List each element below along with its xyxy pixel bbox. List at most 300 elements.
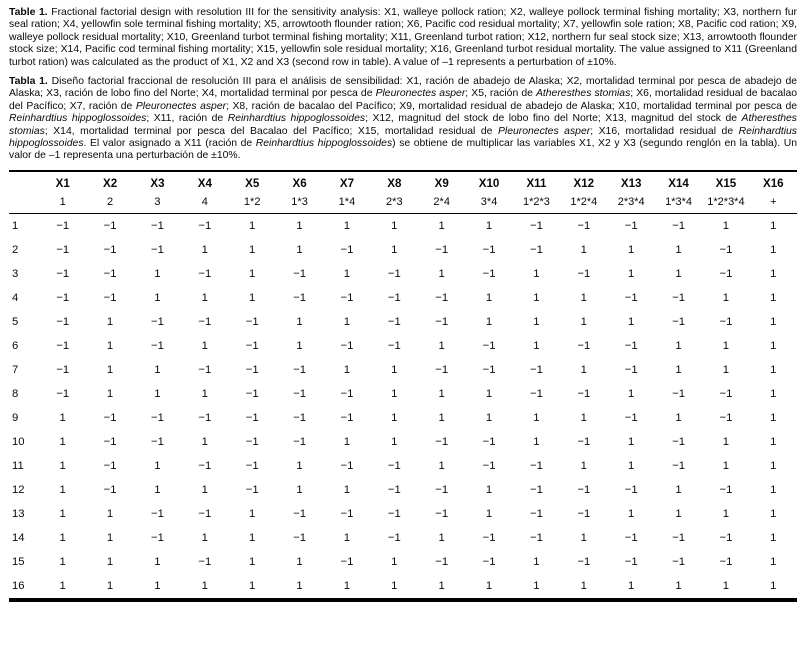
design-value: 1: [59, 531, 66, 544]
design-value: −1: [198, 411, 212, 424]
design-value: 1: [59, 579, 66, 592]
design-value: −1: [340, 339, 354, 352]
design-value: 1: [106, 555, 114, 568]
variable-header-x6: X6: [292, 176, 307, 190]
generator-header-x11: 1*2*3: [522, 195, 550, 208]
generator-header-x3: 3: [154, 195, 161, 208]
design-value: −1: [340, 291, 354, 304]
design-row-16: [9, 574, 797, 600]
design-value: 1: [106, 339, 114, 352]
design-value: −1: [103, 483, 117, 496]
design-value: −1: [56, 387, 70, 400]
design-value: −1: [672, 531, 685, 544]
design-value: 1: [722, 507, 730, 520]
design-value: 1: [533, 555, 540, 568]
variable-header-x13: X13: [620, 176, 642, 190]
run-number: 1: [12, 219, 19, 232]
design-value: 1: [201, 579, 208, 592]
design-value: −1: [293, 291, 306, 304]
design-value: 1: [201, 243, 208, 256]
generator-header-x5: 1*2: [243, 195, 261, 208]
generator-header-x10: 3*4: [480, 195, 498, 208]
variable-header-x4: X4: [197, 176, 212, 190]
design-value: −1: [340, 459, 354, 472]
caption-spanish-text: [9, 76, 797, 161]
species-name: Pleuronectes asper: [135, 100, 227, 112]
design-value: 1: [249, 291, 256, 304]
design-value: 1: [296, 459, 303, 472]
design-value: 1: [628, 435, 635, 448]
design-value: −1: [198, 267, 212, 280]
design-value: 1: [438, 459, 445, 472]
design-value: −1: [672, 435, 685, 448]
design-value: 1: [438, 219, 445, 232]
design-value: 1: [249, 555, 256, 568]
design-value: −1: [624, 555, 638, 568]
design-value: −1: [103, 267, 117, 280]
design-value: 1: [770, 435, 777, 448]
design-value: 1: [59, 507, 66, 520]
design-value: −1: [577, 507, 591, 520]
design-value: 1: [770, 267, 777, 280]
design-row-3: [9, 262, 797, 286]
caption-english-label: Table 1.: [9, 7, 48, 18]
design-value: 1: [201, 291, 208, 304]
design-value: −1: [435, 315, 449, 328]
design-value: 1: [201, 483, 208, 496]
run-number: 6: [12, 339, 19, 352]
variable-header-x1: X1: [55, 176, 70, 190]
design-value: 1: [438, 531, 445, 544]
design-value: −1: [293, 267, 306, 280]
design-value: 1: [485, 579, 493, 592]
generator-header-row: [9, 193, 797, 214]
design-value: −1: [529, 483, 543, 496]
design-value: 1: [249, 243, 256, 256]
design-value: −1: [245, 483, 259, 496]
design-value: −1: [672, 555, 685, 568]
design-value: −1: [624, 363, 638, 376]
design-value: 1: [106, 579, 114, 592]
design-value: 1: [722, 459, 730, 472]
caption-segment: Fractional factorial design with resolution III for the sensitivity analysis: X1, walleye pollock ration; X2, walleye pollock terminal fishing mortality; X3, northern fur seal ration; X4, yellowfin sole terminal fishing mortality; X5, arrowtooth flounder ration; X6, Pacific cod residual mortality; X7, yellowfin sole ration; X8, Pacific cod ration; X9, walleye pollock residual mortality; X10, Greenland turbot terminal fishing mortality; X11, Greenland turbot ration; X12, northern fur seal stock size; X13, arrowtooth flounder stock size; X14, Pacific cod terminal fishing mortality; X15, yellowfin sole residual mortality; X16, Greenland turbot residual mortality. The value assigned to X11 (Greenland turbot ration) was calculated as the product of X1, X2 and X3 (second row in table). A value of –1 represents a perturbation of ±10%.: [9, 7, 798, 68]
caption-segment: ; X12, magnitud del stock de lobo fino del Norte; X13, magnitud del stock de: [365, 113, 742, 125]
design-value: −1: [293, 387, 306, 400]
design-value: −1: [56, 291, 70, 304]
design-value: 1: [59, 555, 66, 568]
design-value: −1: [529, 363, 543, 376]
design-value: 1: [722, 219, 730, 232]
design-value: 1: [722, 435, 730, 448]
design-value: −1: [150, 507, 164, 520]
design-value: −1: [719, 315, 733, 328]
caption-segment: ; X6, mortalidad residual de bacalao del Pacífico; X7, ración de: [9, 88, 798, 112]
design-value: 1: [770, 531, 777, 544]
design-value: 1: [249, 267, 256, 280]
generator-header-x8: 2*3: [386, 195, 403, 208]
caption-english-text: [9, 7, 797, 68]
design-value: 1: [106, 387, 114, 400]
design-value: −1: [293, 363, 306, 376]
design-value: 1: [391, 579, 398, 592]
design-value: −1: [103, 219, 117, 232]
design-value: −1: [577, 435, 591, 448]
design-value: −1: [577, 339, 591, 352]
design-value: 1: [533, 291, 540, 304]
design-value: 1: [580, 531, 587, 544]
design-row-7: [9, 358, 797, 382]
design-value: 1: [201, 387, 208, 400]
design-value: 1: [438, 579, 445, 592]
design-value: 1: [59, 411, 66, 424]
design-value: 1: [296, 339, 303, 352]
design-value: 1: [391, 243, 398, 256]
design-value: 1: [249, 531, 256, 544]
design-value: −1: [198, 219, 212, 232]
design-value: 1: [343, 315, 351, 328]
design-value: 1: [106, 363, 114, 376]
design-value: 1: [485, 507, 493, 520]
generator-header-x9: 2*4: [433, 195, 450, 208]
design-value: −1: [198, 459, 212, 472]
design-value: −1: [624, 291, 638, 304]
design-value: −1: [293, 507, 306, 520]
design-value: 1: [770, 387, 777, 400]
design-value: 1: [580, 315, 587, 328]
design-value: 1: [343, 267, 351, 280]
caption-segment: ; X14, mortalidad terminal por pesca del Bacalao del Pacífico; X15, mortalidad residual de: [44, 125, 498, 137]
design-value: 1: [770, 459, 777, 472]
run-number: 15: [12, 555, 25, 568]
design-value: −1: [529, 243, 543, 256]
design-value: 1: [249, 219, 256, 232]
design-value: −1: [340, 387, 354, 400]
design-value: 1: [438, 267, 445, 280]
design-value: 1: [770, 555, 777, 568]
design-value: 1: [675, 483, 682, 496]
caption-segment: Diseño factorial fraccional de resolución III para el análisis de sensibilidad: X1, ración de abadejo de Alaska; X2, mortalidad terminal por pesca de abadejo de Alaska; X3, ración de lobo fino del Norte; X4, mortalidad terminal por pesca de: [9, 76, 797, 100]
design-row-4: [9, 286, 797, 310]
design-value: 1: [675, 243, 682, 256]
design-value: 1: [154, 291, 161, 304]
caption-spanish: [9, 76, 797, 163]
design-value: 1: [770, 291, 777, 304]
variable-header-x10: X10: [478, 176, 500, 190]
design-value: −1: [624, 339, 638, 352]
run-number: 9: [12, 411, 19, 424]
design-value: −1: [387, 531, 401, 544]
design-value: 1: [438, 339, 445, 352]
design-value: 1: [770, 579, 777, 592]
generator-header-x14: 1*3*4: [665, 195, 693, 208]
design-value: −1: [624, 483, 638, 496]
design-value: 1: [675, 267, 682, 280]
design-value: −1: [624, 531, 638, 544]
design-value: −1: [577, 483, 591, 496]
design-value: −1: [340, 555, 354, 568]
variable-header-x7: X7: [339, 176, 355, 190]
design-value: −1: [245, 387, 259, 400]
design-value: −1: [387, 339, 401, 352]
variable-header-x12: X12: [573, 176, 595, 190]
design-value: −1: [340, 243, 354, 256]
design-value: −1: [245, 459, 259, 472]
design-value: 1: [580, 243, 587, 256]
design-value: −1: [56, 243, 70, 256]
design-row-13: [9, 502, 797, 526]
design-value: −1: [198, 555, 212, 568]
design-value: −1: [56, 219, 70, 232]
generator-header-x12: 1*2*4: [570, 195, 598, 208]
design-value: −1: [482, 339, 496, 352]
species-name: Atheresthes stomias: [535, 88, 631, 100]
caption-segment: ; X5, ración de: [465, 88, 536, 100]
design-value: 1: [770, 219, 777, 232]
variable-header-x16: X16: [762, 176, 784, 190]
design-row-9: [9, 406, 797, 430]
design-value: 1: [628, 267, 635, 280]
design-value: −1: [340, 411, 354, 424]
design-value: 1: [296, 315, 303, 328]
design-row-5: [9, 310, 797, 334]
design-value: −1: [435, 483, 449, 496]
table-body: [9, 213, 797, 600]
species-name: Reinhardtius hippoglossoides: [9, 113, 147, 125]
design-value: 1: [343, 483, 351, 496]
run-number: 5: [12, 315, 19, 328]
design-value: 1: [296, 579, 303, 592]
run-number: 10: [12, 435, 25, 448]
design-value: 1: [391, 387, 398, 400]
design-value: −1: [482, 435, 496, 448]
variable-header-x3: X3: [150, 176, 165, 190]
run-number: 4: [12, 291, 19, 304]
design-value: 1: [770, 363, 777, 376]
design-value: 1: [485, 483, 493, 496]
design-value: −1: [198, 363, 212, 376]
design-value: −1: [245, 315, 259, 328]
design-value: 1: [675, 363, 682, 376]
design-value: −1: [435, 555, 449, 568]
design-row-14: [9, 526, 797, 550]
species-name: Pleuronectes asper: [375, 88, 466, 100]
design-value: 1: [533, 339, 540, 352]
caption-segment: ; X11, ración de: [146, 113, 228, 125]
design-value: 1: [249, 507, 256, 520]
design-value: −1: [387, 315, 401, 328]
design-value: −1: [56, 315, 70, 328]
design-value: 1: [675, 339, 682, 352]
design-value: −1: [150, 315, 164, 328]
generator-header-x1: 1: [59, 195, 66, 208]
design-value: 1: [343, 531, 351, 544]
design-value: −1: [577, 267, 591, 280]
design-value: −1: [387, 459, 401, 472]
design-value: −1: [435, 243, 449, 256]
design-value: 1: [391, 219, 398, 232]
design-value: −1: [340, 507, 354, 520]
design-value: −1: [435, 435, 449, 448]
design-value: 1: [485, 387, 493, 400]
design-value: −1: [435, 363, 449, 376]
design-value: −1: [435, 291, 449, 304]
generator-header-x2: 2: [107, 195, 114, 208]
design-value: −1: [577, 387, 591, 400]
run-number: 11: [12, 459, 24, 472]
design-value: 1: [485, 315, 493, 328]
design-value: −1: [293, 435, 306, 448]
design-value: −1: [482, 531, 496, 544]
table-header: [9, 171, 797, 214]
design-value: 1: [770, 507, 777, 520]
species-name: Reinhardtius hippoglossoides: [227, 113, 366, 125]
design-value: 1: [154, 387, 161, 400]
design-value: 1: [628, 579, 635, 592]
generator-header-x15: 1*2*3*4: [707, 195, 745, 208]
design-value: 1: [722, 363, 730, 376]
design-value: −1: [245, 339, 259, 352]
variable-header-x11: X11: [526, 176, 547, 190]
design-value: 1: [533, 579, 540, 592]
design-value: −1: [482, 243, 496, 256]
design-value: −1: [624, 219, 638, 232]
design-row-15: [9, 550, 797, 574]
design-value: −1: [387, 483, 401, 496]
species-name: Atheresthes stomias: [9, 113, 797, 137]
design-value: 1: [722, 291, 730, 304]
generator-header-x16: +: [770, 195, 777, 208]
generator-header-x6: 1*3: [291, 195, 308, 208]
design-value: 1: [628, 507, 635, 520]
species-name: Pleuronectes asper: [497, 125, 591, 137]
design-row-6: [9, 334, 797, 358]
design-value: −1: [150, 411, 164, 424]
design-value: 1: [722, 339, 730, 352]
design-value: 1: [296, 483, 303, 496]
variable-header-row: [9, 171, 797, 193]
design-value: 1: [533, 315, 540, 328]
design-value: −1: [103, 243, 117, 256]
design-value: −1: [577, 219, 591, 232]
design-value: −1: [150, 219, 164, 232]
design-value: −1: [719, 411, 733, 424]
design-value: 1: [580, 411, 587, 424]
caption-segment: ; X16, mortalidad residual de: [590, 125, 739, 137]
run-number: 7: [12, 363, 19, 376]
design-value: −1: [719, 267, 733, 280]
design-value: −1: [103, 411, 117, 424]
design-table: [9, 170, 797, 602]
variable-header-x14: X14: [668, 176, 689, 190]
variable-header-x2: X2: [102, 176, 118, 190]
design-value: −1: [387, 291, 401, 304]
design-value: 1: [343, 363, 351, 376]
design-value: 1: [296, 243, 303, 256]
design-value: 1: [770, 315, 777, 328]
design-value: 1: [675, 579, 682, 592]
run-number: 8: [12, 387, 19, 400]
run-number: 14: [12, 531, 25, 544]
design-value: 1: [580, 363, 587, 376]
generator-header-x13: 2*3*4: [617, 195, 645, 208]
design-value: −1: [150, 339, 164, 352]
design-value: −1: [529, 531, 543, 544]
design-value: −1: [719, 483, 733, 496]
design-value: 1: [722, 579, 730, 592]
caption-segment: ; X8, ración de bacalao del Pacífico; X9, mortalidad residual de abadejo de Alaska; X10, mortalidad terminal por pesca de: [226, 100, 798, 112]
design-value: 1: [391, 411, 398, 424]
run-number: 13: [12, 507, 25, 520]
design-value: −1: [672, 291, 685, 304]
design-value: −1: [435, 507, 449, 520]
caption-segment: ) se obtiene de multiplicar las variables X1, X2 y X3 (segundo renglón en la tabla). Un valor de –1 representa una perturbación de ±10%.: [9, 138, 798, 162]
design-value: −1: [150, 531, 164, 544]
design-value: −1: [719, 555, 733, 568]
design-value: −1: [198, 315, 212, 328]
design-row-1: [9, 213, 797, 238]
design-value: 1: [533, 411, 540, 424]
variable-header-x5: X5: [245, 176, 260, 190]
design-row-8: [9, 382, 797, 406]
design-value: 1: [201, 339, 208, 352]
design-value: −1: [529, 387, 543, 400]
design-value: −1: [577, 555, 591, 568]
design-value: 1: [770, 483, 777, 496]
design-value: −1: [245, 435, 259, 448]
design-value: 1: [201, 435, 208, 448]
caption-english: [9, 7, 797, 69]
design-value: −1: [103, 291, 117, 304]
design-value: −1: [198, 507, 212, 520]
design-value: 1: [154, 483, 161, 496]
design-value: 1: [628, 459, 635, 472]
design-value: −1: [624, 411, 638, 424]
design-value: 1: [154, 459, 161, 472]
design-value: 1: [296, 219, 303, 232]
design-value: −1: [103, 459, 117, 472]
design-value: 1: [438, 411, 445, 424]
design-value: −1: [293, 411, 306, 424]
design-value: −1: [482, 267, 496, 280]
design-value: −1: [529, 507, 543, 520]
variable-header-x8: X8: [387, 176, 402, 190]
design-value: 1: [106, 507, 114, 520]
design-value: 1: [770, 243, 777, 256]
design-value: 1: [628, 243, 635, 256]
design-value: −1: [719, 243, 733, 256]
design-value: −1: [672, 387, 685, 400]
design-value: 1: [580, 579, 587, 592]
design-value: 1: [675, 411, 682, 424]
generator-header-x7: 1*4: [338, 195, 356, 208]
design-value: 1: [770, 411, 777, 424]
design-row-2: [9, 238, 797, 262]
run-number: 12: [12, 483, 25, 496]
design-value: 1: [770, 339, 777, 352]
design-value: 1: [59, 459, 66, 472]
design-value: −1: [387, 507, 401, 520]
design-value: 1: [106, 315, 114, 328]
design-value: 1: [154, 363, 161, 376]
design-value: 1: [59, 435, 66, 448]
design-value: 1: [154, 579, 161, 592]
design-value: 1: [485, 219, 493, 232]
design-value: 1: [343, 579, 351, 592]
design-row-10: [9, 430, 797, 454]
design-value: 1: [343, 219, 351, 232]
design-value: 1: [533, 267, 540, 280]
design-value: 1: [580, 291, 587, 304]
